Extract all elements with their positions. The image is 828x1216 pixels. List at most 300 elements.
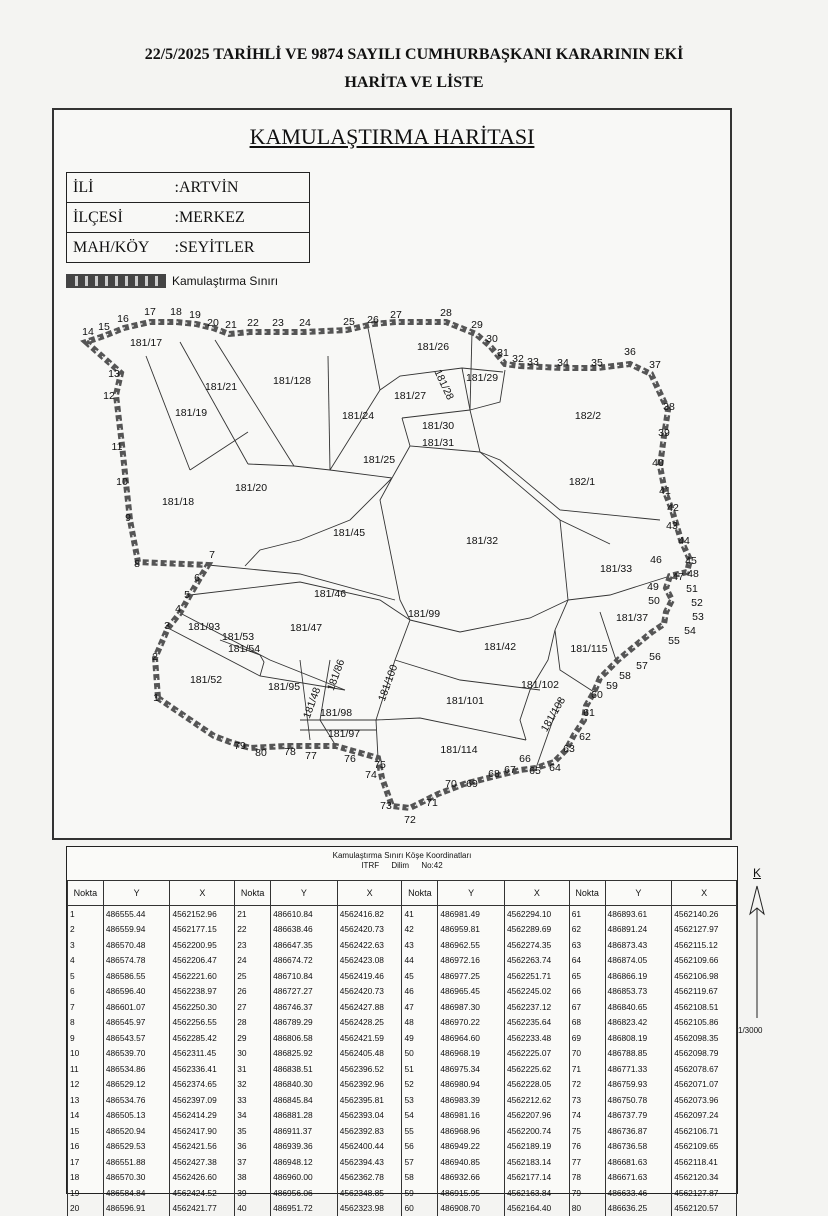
coord-cell: 72 xyxy=(569,1077,605,1093)
boundary-point-number: 27 xyxy=(390,309,402,321)
coord-cell: 486636.25 xyxy=(605,1201,672,1216)
boundary-point-number: 7 xyxy=(209,549,215,561)
parcel-label: 181/48 xyxy=(301,686,323,720)
coord-cell: 4562311.45 xyxy=(170,1046,235,1062)
coord-cell: 11 xyxy=(68,1061,104,1077)
coord-cell: 4562177.15 xyxy=(170,922,235,938)
coord-cell: 486970.22 xyxy=(438,1015,505,1031)
coord-cell: 4562206.47 xyxy=(170,953,235,969)
coord-cell: 486584.84 xyxy=(103,1185,170,1201)
coord-cell: 70 xyxy=(569,1046,605,1062)
coord-cell: 486874.05 xyxy=(605,953,672,969)
coord-cell: 4562421.56 xyxy=(170,1139,235,1155)
coord-header: X xyxy=(337,881,402,906)
boundary-point-number: 51 xyxy=(686,583,698,595)
coordinates-panel xyxy=(66,846,738,1194)
coord-cell: 486710.84 xyxy=(271,968,338,984)
boundary-point-number: 39 xyxy=(658,427,670,439)
coord-cell: 77 xyxy=(569,1154,605,1170)
coord-cell: 4 xyxy=(68,953,104,969)
coord-cell: 4562395.81 xyxy=(337,1092,402,1108)
boundary-point-number: 4 xyxy=(175,603,181,615)
coord-cell: 80 xyxy=(569,1201,605,1216)
boundary-point-number: 29 xyxy=(471,319,483,331)
coord-cell: 51 xyxy=(402,1061,438,1077)
coord-cell: 4562221.60 xyxy=(170,968,235,984)
coord-cell: 4562189.19 xyxy=(504,1139,569,1155)
coord-cell: 4562414.29 xyxy=(170,1108,235,1124)
coord-cell: 4562421.59 xyxy=(337,1030,402,1046)
boundary-point-number: 59 xyxy=(606,680,618,692)
coord-cell: 4562225.07 xyxy=(504,1046,569,1062)
parcel-line xyxy=(555,630,594,692)
coord-cell: 7 xyxy=(68,999,104,1015)
coord-row xyxy=(68,984,737,1000)
coord-cell: 4562225.62 xyxy=(504,1061,569,1077)
coord-cell: 486939.36 xyxy=(271,1139,338,1155)
coord-cell: 486951.72 xyxy=(271,1201,338,1216)
parcel-label: 181/27 xyxy=(394,390,426,402)
coord-cell: 4562212.62 xyxy=(504,1092,569,1108)
coord-cell: 34 xyxy=(235,1108,271,1124)
coord-cell: 4562200.95 xyxy=(170,937,235,953)
coord-cell: 44 xyxy=(402,953,438,969)
coord-cell: 13 xyxy=(68,1092,104,1108)
coord-cell: 486771.33 xyxy=(605,1061,672,1077)
coord-cell: 4562274.35 xyxy=(504,937,569,953)
north-arrow-icon xyxy=(746,880,768,1020)
info-value: :SEYİTLER xyxy=(175,239,255,257)
coord-cell: 28 xyxy=(235,1015,271,1031)
boundary-point-number: 49 xyxy=(647,581,659,593)
parcel-label: 181/86 xyxy=(325,658,347,692)
boundary-point-number: 46 xyxy=(650,554,662,566)
coord-cell: 486873.43 xyxy=(605,937,672,953)
parcel-label: 181/102 xyxy=(521,679,559,691)
coord-cell: 4562251.71 xyxy=(504,968,569,984)
coord-header: Y xyxy=(605,881,672,906)
parcel-label: 181/97 xyxy=(328,728,360,740)
boundary-point-number: 24 xyxy=(299,317,311,329)
coord-cell: 4562256.55 xyxy=(170,1015,235,1031)
coord-cell: 486570.30 xyxy=(103,1170,170,1186)
coord-cell: 10 xyxy=(68,1046,104,1062)
coord-cell: 486853.73 xyxy=(605,984,672,1000)
coord-cell: 4562235.64 xyxy=(504,1015,569,1031)
coord-row xyxy=(68,922,737,938)
coord-cell: 4562397.09 xyxy=(170,1092,235,1108)
coord-cell: 45 xyxy=(402,968,438,984)
coord-cell: 50 xyxy=(402,1046,438,1062)
coord-cell: 486980.94 xyxy=(438,1077,505,1093)
coord-cell: 486845.84 xyxy=(271,1092,338,1108)
coord-row xyxy=(68,1201,737,1216)
coord-cell: 486962.55 xyxy=(438,937,505,953)
coord-cell: 486866.19 xyxy=(605,968,672,984)
parcel-line xyxy=(376,718,526,740)
coord-cell: 4562078.67 xyxy=(672,1061,737,1077)
coord-cell: 486529.53 xyxy=(103,1139,170,1155)
info-value: :MERKEZ xyxy=(175,209,245,227)
parcel-line xyxy=(555,520,568,630)
coord-cell: 4562420.73 xyxy=(337,922,402,938)
coord-header: X xyxy=(170,881,235,906)
parcel-line xyxy=(470,332,472,410)
boundary-point-number: 18 xyxy=(170,306,182,318)
coord-cell: 4562394.43 xyxy=(337,1154,402,1170)
coord-cell: 486736.87 xyxy=(605,1123,672,1139)
coord-cell: 9 xyxy=(68,1030,104,1046)
coord-cell: 79 xyxy=(569,1185,605,1201)
coord-row xyxy=(68,1046,737,1062)
coord-cell: 20 xyxy=(68,1201,104,1216)
coord-cell: 4562422.63 xyxy=(337,937,402,953)
coord-cell: 486977.25 xyxy=(438,968,505,984)
coord-cell: 486638.46 xyxy=(271,922,338,938)
boundary-point-number: 33 xyxy=(527,356,539,368)
coord-cell: 486750.78 xyxy=(605,1092,672,1108)
coord-cell: 4562421.77 xyxy=(170,1201,235,1216)
boundary-point-number: 65 xyxy=(529,765,541,777)
coord-cell: 486959.81 xyxy=(438,922,505,938)
coordinates-subtitle: ITRF Dilim No:42 xyxy=(67,861,737,871)
boundary-point-number: 45 xyxy=(685,555,697,567)
doc-title-line2: HARİTA VE LİSTE xyxy=(0,68,828,98)
coord-cell: 4562392.83 xyxy=(337,1123,402,1139)
coord-cell: 46 xyxy=(402,984,438,1000)
parcel-label: 181/47 xyxy=(290,622,322,634)
boundary-point-number: 62 xyxy=(579,731,591,743)
boundary-point-number: 1 xyxy=(153,692,159,704)
north-label: K xyxy=(746,866,768,880)
coord-cell: 68 xyxy=(569,1015,605,1031)
boundary-point-number: 26 xyxy=(367,314,379,326)
coord-cell: 486908.70 xyxy=(438,1201,505,1216)
coord-cell: 30 xyxy=(235,1046,271,1062)
coord-cell: 486586.55 xyxy=(103,968,170,984)
coord-cell: 71 xyxy=(569,1061,605,1077)
coord-cell: 54 xyxy=(402,1108,438,1124)
parcel-label: 181/32 xyxy=(466,535,498,547)
boundary-point-number: 67 xyxy=(504,764,516,776)
coord-cell: 55 xyxy=(402,1123,438,1139)
coord-cell: 32 xyxy=(235,1077,271,1093)
parcel-label: 181/45 xyxy=(333,527,365,539)
coord-cell: 58 xyxy=(402,1170,438,1186)
coord-cell: 4562419.46 xyxy=(337,968,402,984)
boundary-point-number: 35 xyxy=(591,357,603,369)
coord-header: Y xyxy=(271,881,338,906)
coord-row xyxy=(68,1077,737,1093)
coord-cell: 4562237.12 xyxy=(504,999,569,1015)
coord-cell: 15 xyxy=(68,1123,104,1139)
boundary-point-number: 50 xyxy=(648,595,660,607)
boundary-point-number: 5 xyxy=(184,589,190,601)
scale-label: 1/3000 xyxy=(738,1026,762,1035)
boundary-point-number: 25 xyxy=(343,316,355,328)
parcel-label: 181/24 xyxy=(342,410,374,422)
coord-cell: 486838.51 xyxy=(271,1061,338,1077)
coord-cell: 69 xyxy=(569,1030,605,1046)
coord-cell: 486759.93 xyxy=(605,1077,672,1093)
boundary-point-number: 34 xyxy=(557,357,569,369)
boundary-point-number: 76 xyxy=(344,753,356,765)
coord-cell: 18 xyxy=(68,1170,104,1186)
coord-row xyxy=(68,906,737,922)
coord-cell: 486964.60 xyxy=(438,1030,505,1046)
coord-cell: 4562119.67 xyxy=(672,984,737,1000)
boundary-point-number: 37 xyxy=(649,359,661,371)
coord-cell: 6 xyxy=(68,984,104,1000)
coord-header: X xyxy=(504,881,569,906)
coord-cell: 4562120.57 xyxy=(672,1201,737,1216)
parcel-line xyxy=(190,582,410,620)
coord-cell: 486545.97 xyxy=(103,1015,170,1031)
parcel-label: 181/33 xyxy=(600,563,632,575)
boundary-point-number: 19 xyxy=(189,309,201,321)
coord-cell: 486968.19 xyxy=(438,1046,505,1062)
boundary-point-number: 61 xyxy=(583,707,595,719)
coord-cell: 486948.12 xyxy=(271,1154,338,1170)
parcel-label: 181/108 xyxy=(539,695,568,734)
coord-cell: 486610.84 xyxy=(271,906,338,922)
coord-cell: 486671.63 xyxy=(605,1170,672,1186)
parcel-label: 181/37 xyxy=(616,612,648,624)
boundary-point-number: 11 xyxy=(112,441,123,453)
coord-cell: 36 xyxy=(235,1139,271,1155)
parcel-label: 181/28 xyxy=(431,368,456,402)
coord-cell: 486968.96 xyxy=(438,1123,505,1139)
coord-cell: 49 xyxy=(402,1030,438,1046)
coord-header: Nokta xyxy=(68,881,104,906)
parcel-label: 182/1 xyxy=(569,476,595,488)
coord-cell: 27 xyxy=(235,999,271,1015)
boundary-point-number: 66 xyxy=(519,753,531,765)
boundary-point-number: 54 xyxy=(684,625,696,637)
parcel-line xyxy=(368,328,380,390)
coord-cell: 24 xyxy=(235,953,271,969)
coord-cell: 57 xyxy=(402,1154,438,1170)
coord-cell: 1 xyxy=(68,906,104,922)
coord-cell: 4562127.87 xyxy=(672,1185,737,1201)
coord-header: X xyxy=(672,881,737,906)
boundary-point-number: 20 xyxy=(207,317,219,329)
coord-cell: 486574.78 xyxy=(103,953,170,969)
boundary-point-number: 53 xyxy=(692,611,704,623)
parcel-line xyxy=(180,342,248,464)
coord-cell: 486981.49 xyxy=(438,906,505,922)
parcel-label: 181/42 xyxy=(484,641,516,653)
coord-cell: 4562200.74 xyxy=(504,1123,569,1139)
coord-cell: 4562164.40 xyxy=(504,1201,569,1216)
boundary-point-number: 64 xyxy=(549,762,561,774)
coord-cell: 4562400.44 xyxy=(337,1139,402,1155)
coord-cell: 486539.70 xyxy=(103,1046,170,1062)
coord-cell: 486932.66 xyxy=(438,1170,505,1186)
coord-cell: 486940.85 xyxy=(438,1154,505,1170)
coord-row xyxy=(68,1030,737,1046)
coord-row xyxy=(68,953,737,969)
coord-row xyxy=(68,937,737,953)
boundary-point-number: 69 xyxy=(466,778,478,790)
coord-cell: 4562336.41 xyxy=(170,1061,235,1077)
boundary-point-number: 13 xyxy=(108,368,120,380)
parcel-label: 181/31 xyxy=(422,437,454,449)
boundary-point-number: 56 xyxy=(649,651,661,663)
coord-cell: 486633.46 xyxy=(605,1185,672,1201)
coord-cell: 486965.45 xyxy=(438,984,505,1000)
coord-row xyxy=(68,1108,737,1124)
coordinates-title: Kamulaştırma Sınırı Köşe Koordinatları xyxy=(67,847,737,861)
coord-cell: 486674.72 xyxy=(271,953,338,969)
coord-cell: 4562207.96 xyxy=(504,1108,569,1124)
coord-cell: 486825.92 xyxy=(271,1046,338,1062)
coord-cell: 486806.58 xyxy=(271,1030,338,1046)
parcel-label: 181/17 xyxy=(130,337,162,349)
coord-cell: 38 xyxy=(235,1170,271,1186)
coord-cell: 4562426.60 xyxy=(170,1170,235,1186)
coord-cell: 4562420.73 xyxy=(337,984,402,1000)
coord-cell: 486823.42 xyxy=(605,1015,672,1031)
boundary-point-number: 2 xyxy=(152,651,158,663)
coord-cell: 486840.65 xyxy=(605,999,672,1015)
coord-cell: 486983.39 xyxy=(438,1092,505,1108)
boundary-point-number: 47 xyxy=(672,571,684,583)
coord-cell: 4562250.30 xyxy=(170,999,235,1015)
boundary-point-number: 68 xyxy=(488,768,500,780)
coord-cell: 4562405.48 xyxy=(337,1046,402,1062)
coord-cell: 4562427.38 xyxy=(170,1154,235,1170)
coord-cell: 42 xyxy=(402,922,438,938)
boundary-point-number: 75 xyxy=(374,759,386,771)
coord-row xyxy=(68,1061,737,1077)
coord-row xyxy=(68,1015,737,1031)
coord-cell: 78 xyxy=(569,1170,605,1186)
parcel-line xyxy=(380,478,410,620)
coord-cell: 4562285.42 xyxy=(170,1030,235,1046)
coord-cell: 67 xyxy=(569,999,605,1015)
parcel-label: 181/20 xyxy=(235,482,267,494)
coord-cell: 486551.88 xyxy=(103,1154,170,1170)
coord-cell: 486981.16 xyxy=(438,1108,505,1124)
coord-cell: 47 xyxy=(402,999,438,1015)
coord-cell: 486789.29 xyxy=(271,1015,338,1031)
coord-cell: 486746.37 xyxy=(271,999,338,1015)
coord-cell: 52 xyxy=(402,1077,438,1093)
coord-row xyxy=(68,1139,737,1155)
coord-cell: 4562323.98 xyxy=(337,1201,402,1216)
coord-header: Nokta xyxy=(569,881,605,906)
coord-cell: 31 xyxy=(235,1061,271,1077)
coord-row xyxy=(68,1123,737,1139)
coord-cell: 4562396.52 xyxy=(337,1061,402,1077)
parcel-label: 181/21 xyxy=(205,381,237,393)
coord-cell: 22 xyxy=(235,922,271,938)
boundary-point-number: 30 xyxy=(486,333,498,345)
boundary-point-number: 71 xyxy=(426,797,438,809)
boundary-point-number: 36 xyxy=(624,346,636,358)
coord-row xyxy=(68,1170,737,1186)
boundary-point-number: 9 xyxy=(125,512,131,524)
boundary-point-number: 80 xyxy=(255,747,267,759)
coord-cell: 4562071.07 xyxy=(672,1077,737,1093)
coord-cell: 74 xyxy=(569,1108,605,1124)
boundary-point-number: 72 xyxy=(404,814,416,826)
coord-cell: 2 xyxy=(68,922,104,938)
coord-cell: 4562228.05 xyxy=(504,1077,569,1093)
coord-cell: 33 xyxy=(235,1092,271,1108)
coord-cell: 65 xyxy=(569,968,605,984)
parcel-line xyxy=(395,660,540,690)
coord-cell: 4562416.82 xyxy=(337,906,402,922)
coord-cell: 486949.22 xyxy=(438,1139,505,1155)
coord-cell: 486987.30 xyxy=(438,999,505,1015)
coord-cell: 486808.19 xyxy=(605,1030,672,1046)
coord-cell: 26 xyxy=(235,984,271,1000)
coord-cell: 4562348.85 xyxy=(337,1185,402,1201)
map-title: KAMULAŞTIRMA HARİTASI xyxy=(54,124,730,150)
coord-cell: 4562109.66 xyxy=(672,953,737,969)
boundary-point-number: 48 xyxy=(687,568,699,580)
coord-cell: 14 xyxy=(68,1108,104,1124)
coord-cell: 486555.44 xyxy=(103,906,170,922)
coord-row xyxy=(68,1092,737,1108)
coord-cell: 4562428.25 xyxy=(337,1015,402,1031)
boundary-point-number: 15 xyxy=(98,321,110,333)
coord-cell: 59 xyxy=(402,1185,438,1201)
coord-cell: 21 xyxy=(235,906,271,922)
boundary-point-number: 10 xyxy=(116,476,128,488)
coord-cell: 53 xyxy=(402,1092,438,1108)
coord-cell: 37 xyxy=(235,1154,271,1170)
coord-cell: 4562098.79 xyxy=(672,1046,737,1062)
coord-header: Y xyxy=(103,881,170,906)
coord-cell: 486840.30 xyxy=(271,1077,338,1093)
coord-cell: 4562108.51 xyxy=(672,999,737,1015)
coord-cell: 486737.79 xyxy=(605,1108,672,1124)
coord-cell: 8 xyxy=(68,1015,104,1031)
boundary-point-number: 58 xyxy=(619,670,631,682)
coord-cell: 61 xyxy=(569,906,605,922)
boundary-point-number: 22 xyxy=(247,317,259,329)
coord-cell: 486960.00 xyxy=(271,1170,338,1186)
parcel-label: 182/2 xyxy=(575,410,601,422)
info-label: İLİ xyxy=(73,179,93,196)
coord-cell: 486596.91 xyxy=(103,1201,170,1216)
coord-header: Nokta xyxy=(235,881,271,906)
coord-cell: 4562183.14 xyxy=(504,1154,569,1170)
coord-cell: 4562245.02 xyxy=(504,984,569,1000)
parcel-line xyxy=(294,466,392,478)
coord-cell: 4562140.26 xyxy=(672,906,737,922)
coord-cell: 486788.85 xyxy=(605,1046,672,1062)
info-label: İLÇESİ xyxy=(73,209,123,226)
parcel-label: 181/115 xyxy=(570,643,607,655)
coord-cell: 486972.16 xyxy=(438,953,505,969)
info-label: MAH/KÖY xyxy=(73,239,149,256)
coord-cell: 62 xyxy=(569,922,605,938)
boundary-point-number: 79 xyxy=(234,740,246,752)
coord-cell: 4562362.78 xyxy=(337,1170,402,1186)
coord-cell: 4562105.86 xyxy=(672,1015,737,1031)
coordinates-table xyxy=(67,880,737,1216)
parcel-label: 181/46 xyxy=(314,588,346,600)
parcel-line xyxy=(215,340,294,466)
coord-row xyxy=(68,1154,737,1170)
coord-cell: 486601.07 xyxy=(103,999,170,1015)
boundary-point-number: 23 xyxy=(272,317,284,329)
coord-cell: 63 xyxy=(569,937,605,953)
